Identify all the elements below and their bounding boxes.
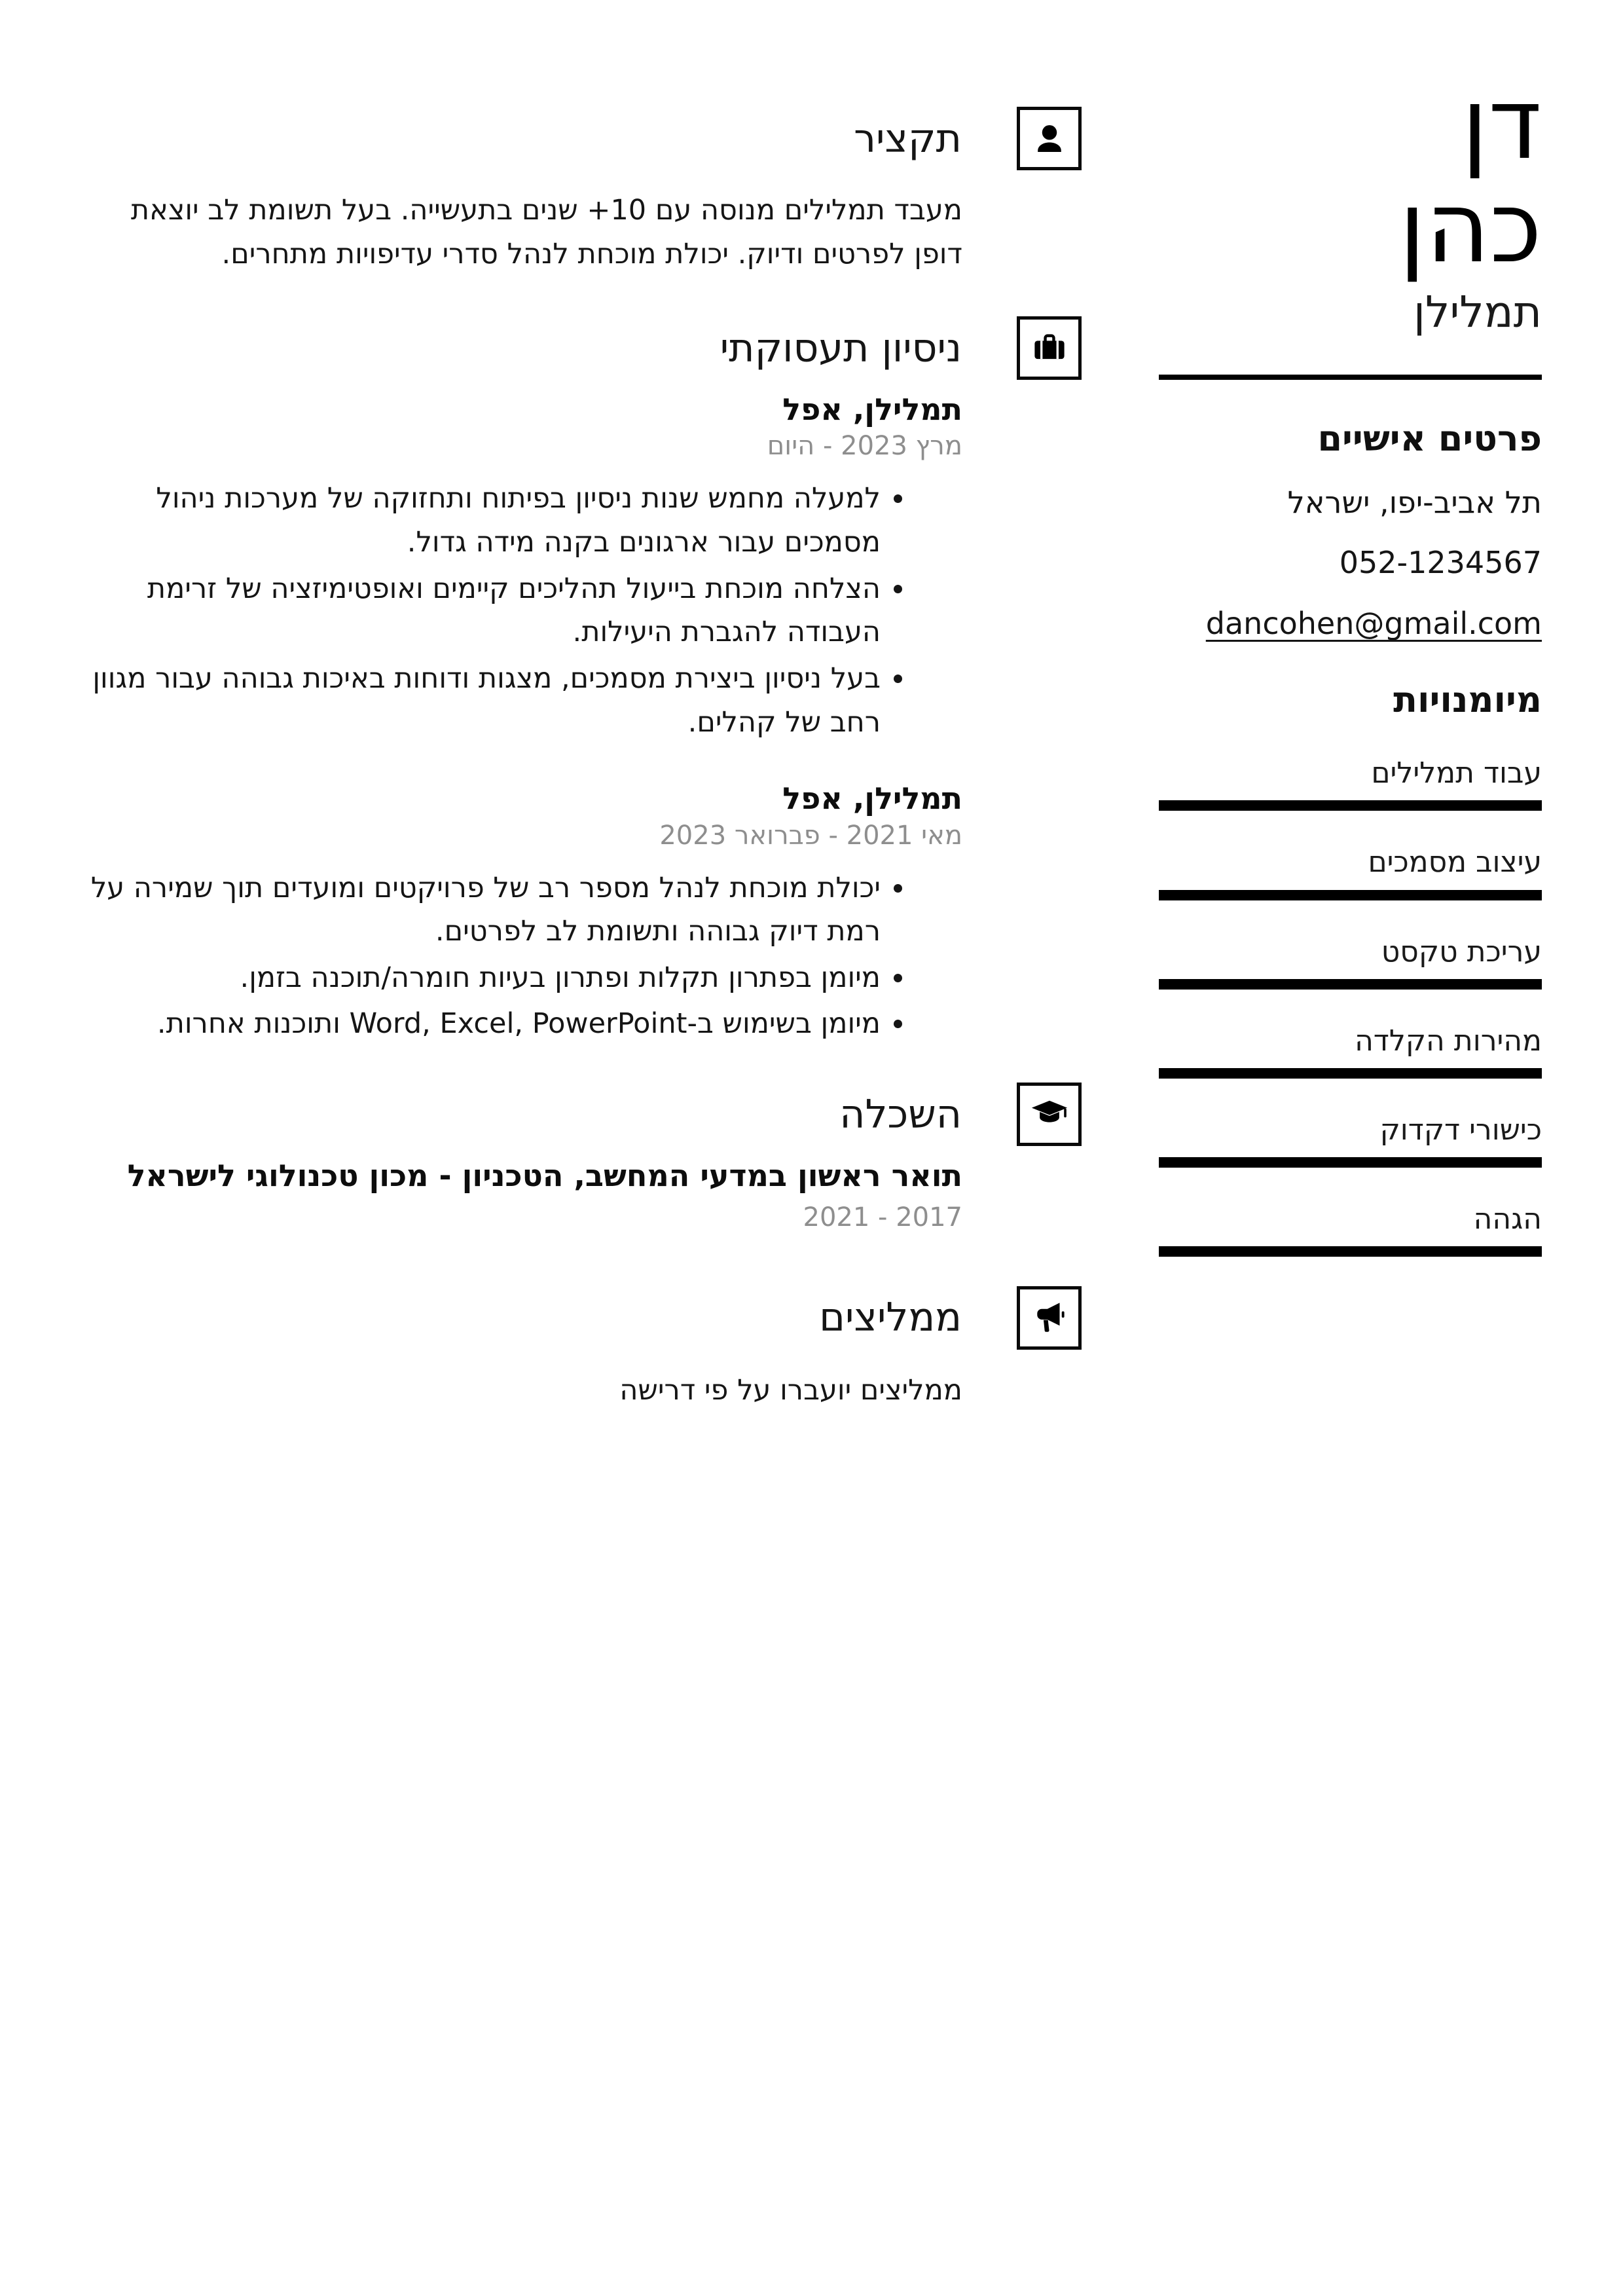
job-dates: מאי 2021 - פברואר 2023 <box>659 820 962 851</box>
job-bullet: • בעל ניסיון ביצירת מסמכים, מצגות ודוחות באיכות גבוהה עבור מגוון רחב של קהלים. <box>85 657 881 744</box>
skill-label: עבוד תמלילים <box>1371 756 1542 790</box>
graduation-cap-icon <box>1017 1083 1082 1146</box>
job-title: תמלילן, אפל <box>782 392 962 428</box>
main-column <box>85 0 1082 1411</box>
first-name: דן <box>1461 67 1542 181</box>
skill-bar <box>1159 1157 1542 1168</box>
skill-bar <box>1159 890 1542 900</box>
skill-bar-fill <box>1159 979 1542 990</box>
skills-list <box>1159 754 1542 1257</box>
skill-item <box>1159 843 1542 900</box>
skill-bar-fill <box>1159 800 1542 811</box>
skill-label: מהירות הקלדה <box>1355 1024 1542 1058</box>
section-education <box>85 1083 1082 1232</box>
skill-item <box>1159 1200 1542 1257</box>
section-experience <box>85 316 1082 1046</box>
skill-item <box>1159 933 1542 990</box>
skill-bar-fill <box>1159 1157 1542 1168</box>
megaphone-icon <box>1017 1286 1082 1350</box>
job-entry <box>85 392 962 744</box>
last-name: כהן <box>1398 170 1542 285</box>
job-dates: מרץ 2023 - היום <box>767 431 962 462</box>
skill-bar <box>1159 800 1542 811</box>
person-icon <box>1017 107 1082 170</box>
skill-bar-fill <box>1159 1068 1542 1079</box>
skill-label: עריכת טקסט <box>1381 935 1542 969</box>
job-bullet: • הצלחה מוכחת בייעול תהליכים קיימים ואופטימיזציה של זרימת העבודה להגברת היעילות. <box>85 567 881 654</box>
summary-header <box>85 107 1082 170</box>
skill-bar-fill <box>1159 890 1542 900</box>
sidebar-divider <box>1159 375 1542 380</box>
contact-phone: 052-1234567 <box>1339 545 1542 581</box>
education-degree: תואר ראשון במדעי המחשב, הטכניון - מכון טכנולוגי לישראל <box>127 1158 962 1194</box>
skill-label: הגהה <box>1473 1202 1542 1236</box>
job-bullet: • יכולת מוכחת לנהל מספר רב של פרויקטים ומועדים תוך שמירה על רמת דיוק גבוהה ותשומת לב לפרטים. <box>85 866 881 954</box>
skill-bar <box>1159 979 1542 990</box>
summary-title: תקציר <box>854 115 962 162</box>
section-summary <box>85 0 1082 276</box>
section-references <box>85 1286 1082 1412</box>
skill-bar-fill <box>1159 1246 1542 1257</box>
job-bullet-list <box>85 866 962 1046</box>
job-entry <box>85 781 962 1046</box>
briefcase-icon <box>1017 316 1082 380</box>
skill-item <box>1159 1022 1542 1079</box>
education-header <box>85 1083 1082 1146</box>
skill-label: כישורי דקדוק <box>1379 1113 1542 1147</box>
skill-label: עיצוב מסמכים <box>1368 845 1542 880</box>
skill-item <box>1159 754 1542 811</box>
references-title: ממליצים <box>819 1295 962 1341</box>
skill-item <box>1159 1111 1542 1168</box>
experience-title: ניסיון תעסוקתי <box>720 325 962 371</box>
skill-bar <box>1159 1068 1542 1079</box>
sidebar <box>1159 0 1542 1289</box>
person-name <box>1159 67 1542 285</box>
personal-details-heading: פרטים אישיים <box>1317 417 1542 459</box>
education-dates: 2017 - 2021 <box>803 1202 962 1232</box>
skills-heading: מיומנויות <box>1393 679 1542 721</box>
references-text: ממליצים יועברו על פי דרישה <box>619 1373 962 1407</box>
job-bullet: • מיומן בשימוש ב-Word, Excel, PowerPoint ותוכנות אחרות. <box>85 1002 881 1046</box>
skill-bar <box>1159 1246 1542 1257</box>
references-header <box>85 1286 1082 1350</box>
contact-location: תל אביב-יפו, ישראל <box>1287 484 1542 520</box>
job-title: תמלילן, אפל <box>782 781 962 817</box>
contact-email-link[interactable]: dancohen@gmail.com <box>1205 606 1542 642</box>
summary-text: מעבד תמלילים מנוסה עם 10+ שנים בתעשייה. בעל תשומת לב יוצאת דופן לפרטים ודיוק. יכולת מוכחת לנהל סדרי עדיפויות מתחרים. <box>130 194 962 270</box>
job-bullet: • למעלה מחמש שנות ניסיון בפיתוח ותחזוקה של מערכות ניהול מסמכים עבור ארגונים בקנה מידה גדול. <box>85 477 881 564</box>
job-bullet: • מיומן בפתרון תקלות ופתרון בעיות חומרה/תוכנה בזמן. <box>85 956 881 1000</box>
job-bullet-list <box>85 477 962 744</box>
education-title: השכלה <box>839 1091 962 1138</box>
person-job-title: תמלילן <box>1413 287 1542 337</box>
experience-header <box>85 316 1082 380</box>
